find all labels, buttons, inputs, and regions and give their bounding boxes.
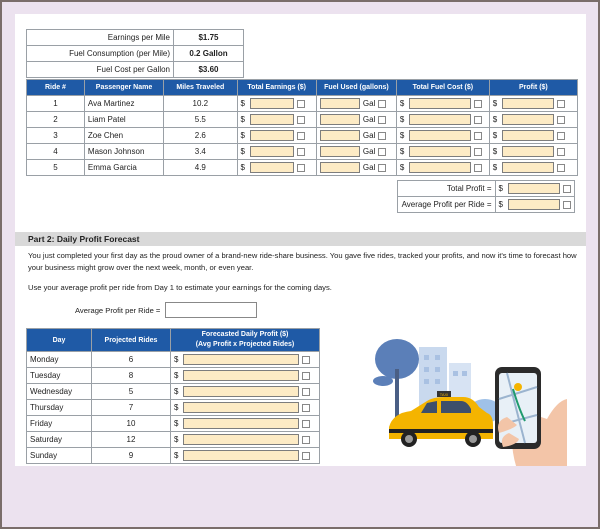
ride-check[interactable] xyxy=(557,132,565,140)
forecast-rides: 12 xyxy=(92,432,171,448)
forecast-profit-input[interactable] xyxy=(183,402,299,413)
fuel-used-check[interactable] xyxy=(378,100,386,108)
fuel-used-input[interactable] xyxy=(320,162,360,173)
total-profit-input[interactable] xyxy=(508,183,560,194)
ride-input[interactable] xyxy=(409,130,471,141)
rides-header-cell: Miles Traveled xyxy=(164,80,237,96)
fuel-used-check[interactable] xyxy=(378,148,386,156)
forecast-profit-input[interactable] xyxy=(183,418,299,429)
miles-traveled: 5.5 xyxy=(164,112,237,128)
fuel-used-check[interactable] xyxy=(378,132,386,140)
ride-input[interactable] xyxy=(409,98,471,109)
summary-label: Earnings per Mile xyxy=(27,30,174,46)
summary-label: Fuel Consumption (per Mile) xyxy=(27,46,174,62)
ride-check[interactable] xyxy=(557,148,565,156)
forecast-header-profit: Forecasted Daily Profit ($) (Avg Profit x Projected Rides) xyxy=(171,329,320,352)
ride-input[interactable] xyxy=(502,130,554,141)
ride-input[interactable] xyxy=(250,146,294,157)
ride-input[interactable] xyxy=(409,162,471,173)
summary-value: $3.60 xyxy=(174,62,244,78)
ride-row: 5 Emma Garcia 4.9 $ Gal $ $ xyxy=(27,160,578,176)
forecast-day: Thursday xyxy=(27,400,92,416)
passenger-name: Ava Martinez xyxy=(84,96,163,112)
passenger-name: Zoe Chen xyxy=(84,128,163,144)
rides-header-cell: Total Earnings ($) xyxy=(237,80,316,96)
avg-profit-day1-input[interactable] xyxy=(165,302,257,318)
forecast-profit-input[interactable] xyxy=(183,386,299,397)
forecast-profit-input[interactable] xyxy=(183,354,299,365)
forecast-row: Saturday 12 $ xyxy=(27,432,320,448)
ride-input[interactable] xyxy=(502,162,554,173)
rides-table xyxy=(26,79,578,176)
forecast-profit-check[interactable] xyxy=(302,404,310,412)
forecast-table xyxy=(26,328,320,464)
summary-row xyxy=(27,62,244,78)
forecast-profit-check[interactable] xyxy=(302,436,310,444)
ride-input[interactable] xyxy=(250,114,294,125)
passenger-name: Mason Johnson xyxy=(84,144,163,160)
total-profit-check[interactable] xyxy=(563,185,571,193)
ride-number: 1 xyxy=(27,96,85,112)
phone-icon xyxy=(495,367,541,449)
forecast-row: Sunday 9 $ xyxy=(27,448,320,464)
passenger-name: Liam Patel xyxy=(84,112,163,128)
rides-header-cell: Total Fuel Cost ($) xyxy=(396,80,489,96)
forecast-row: Wednesday 5 $ xyxy=(27,384,320,400)
total-profit-label: Total Profit = xyxy=(398,181,496,197)
summary-row xyxy=(27,46,244,62)
ride-input[interactable] xyxy=(250,130,294,141)
ride-check[interactable] xyxy=(474,164,482,172)
forecast-profit-check[interactable] xyxy=(302,420,310,428)
avg-profit-input[interactable] xyxy=(508,199,560,210)
ride-row: 2 Liam Patel 5.5 $ Gal $ $ xyxy=(27,112,578,128)
ride-check[interactable] xyxy=(297,132,305,140)
forecast-day: Sunday xyxy=(27,448,92,464)
forecast-day: Friday xyxy=(27,416,92,432)
ride-row: 4 Mason Johnson 3.4 $ Gal $ $ xyxy=(27,144,578,160)
ride-number: 4 xyxy=(27,144,85,160)
ride-row: 3 Zoe Chen 2.6 $ Gal $ $ xyxy=(27,128,578,144)
fuel-used-input[interactable] xyxy=(320,130,360,141)
avg-profit-row xyxy=(75,302,257,318)
miles-traveled: 3.4 xyxy=(164,144,237,160)
ride-input[interactable] xyxy=(502,114,554,125)
forecast-profit-check[interactable] xyxy=(302,372,310,380)
ride-input[interactable] xyxy=(409,146,471,157)
forecast-profit-check[interactable] xyxy=(302,388,310,396)
avg-profit-label: Average Profit per Ride = xyxy=(398,197,496,213)
forecast-rides: 6 xyxy=(92,352,171,368)
forecast-header-day: Day xyxy=(27,329,92,352)
ride-number: 5 xyxy=(27,160,85,176)
forecast-profit-input[interactable] xyxy=(183,450,299,461)
forecast-rides: 7 xyxy=(92,400,171,416)
forecast-row: Tuesday 8 $ xyxy=(27,368,320,384)
fuel-used-check[interactable] xyxy=(378,116,386,124)
part2-instruction: Use your average profit per ride from Day 1 to estimate your earnings for the coming days. xyxy=(28,283,332,292)
forecast-day: Saturday xyxy=(27,432,92,448)
miles-traveled: 4.9 xyxy=(164,160,237,176)
forecast-row: Thursday 7 $ xyxy=(27,400,320,416)
miles-traveled: 10.2 xyxy=(164,96,237,112)
svg-text:TAXI: TAXI xyxy=(439,392,449,397)
forecast-header-rides: Projected Rides xyxy=(92,329,171,352)
ride-check[interactable] xyxy=(557,116,565,124)
forecast-rides: 8 xyxy=(92,368,171,384)
ride-check[interactable] xyxy=(474,116,482,124)
part2-intro-line2: your business might grow over the next week, month, or even year. xyxy=(28,263,254,272)
forecast-row: Monday 6 $ xyxy=(27,352,320,368)
forecast-row: Friday 10 $ xyxy=(27,416,320,432)
ride-check[interactable] xyxy=(297,100,305,108)
ride-input[interactable] xyxy=(250,98,294,109)
ride-check[interactable] xyxy=(297,116,305,124)
fuel-used-input[interactable] xyxy=(320,146,360,157)
worksheet xyxy=(15,14,586,466)
rate-summary-table xyxy=(26,29,244,78)
ride-input[interactable] xyxy=(502,98,554,109)
rides-header-cell: Profit ($) xyxy=(489,80,577,96)
ride-number: 2 xyxy=(27,112,85,128)
summary-value: 0.2 Gallon xyxy=(174,46,244,62)
fuel-used-input[interactable] xyxy=(320,98,360,109)
ride-row: 1 Ava Martinez 10.2 $ Gal $ $ xyxy=(27,96,578,112)
taxi-icon xyxy=(389,391,493,447)
rides-header-cell: Fuel Used (gallons) xyxy=(316,80,396,96)
avg-profit-row-label: Average Profit per Ride = xyxy=(75,305,161,315)
forecast-profit-check[interactable] xyxy=(302,356,310,364)
forecast-profit-input[interactable] xyxy=(183,434,299,445)
passenger-name: Emma Garcia xyxy=(84,160,163,176)
forecast-profit-check[interactable] xyxy=(302,452,310,460)
taxi-phone-illustration xyxy=(367,329,567,466)
forecast-day: Wednesday xyxy=(27,384,92,400)
fuel-used-check[interactable] xyxy=(378,164,386,172)
part2-intro-line1: You just completed your first day as the proud owner of a brand-new ride-share business. You gave five rides, tracked your profits, and now it's time to forecast how xyxy=(28,251,577,260)
ride-check[interactable] xyxy=(474,148,482,156)
ride-number: 3 xyxy=(27,128,85,144)
ride-check[interactable] xyxy=(557,100,565,108)
ride-check[interactable] xyxy=(297,164,305,172)
ride-check[interactable] xyxy=(557,164,565,172)
ride-input[interactable] xyxy=(409,114,471,125)
summary-value: $1.75 xyxy=(174,30,244,46)
rides-header-cell: Passenger Name xyxy=(84,80,163,96)
ride-input[interactable] xyxy=(502,146,554,157)
avg-profit-check[interactable] xyxy=(563,201,571,209)
part2-title: Part 2: Daily Profit Forecast xyxy=(15,232,586,246)
ride-check[interactable] xyxy=(297,148,305,156)
forecast-rides: 9 xyxy=(92,448,171,464)
forecast-profit-input[interactable] xyxy=(183,370,299,381)
ride-input[interactable] xyxy=(250,162,294,173)
forecast-rides: 10 xyxy=(92,416,171,432)
miles-traveled: 2.6 xyxy=(164,128,237,144)
summary-row xyxy=(27,30,244,46)
forecast-rides: 5 xyxy=(92,384,171,400)
ride-check[interactable] xyxy=(474,100,482,108)
rides-header-cell: Ride # xyxy=(27,80,85,96)
forecast-day: Tuesday xyxy=(27,368,92,384)
totals-table: Total Profit = $ Average Profit per Ride = $ xyxy=(397,180,575,213)
ride-check[interactable] xyxy=(474,132,482,140)
summary-label: Fuel Cost per Gallon xyxy=(27,62,174,78)
fuel-used-input[interactable] xyxy=(320,114,360,125)
forecast-day: Monday xyxy=(27,352,92,368)
